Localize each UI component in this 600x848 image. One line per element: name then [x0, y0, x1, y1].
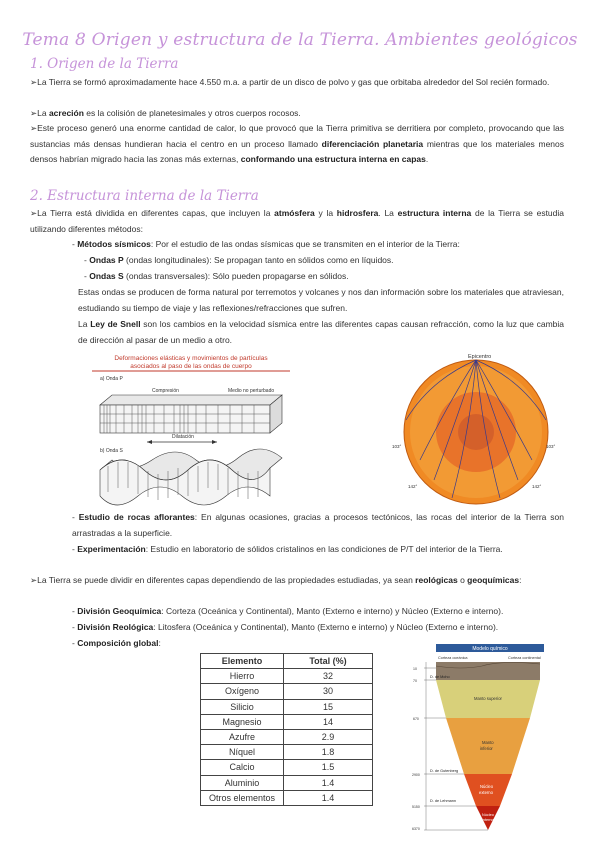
label-corteza-continental: Corteza continental — [508, 656, 541, 660]
table-row: Oxígeno 30 — [201, 684, 373, 699]
angle-label: 142° — [532, 484, 542, 489]
table-row: Aluminio 1.4 — [201, 775, 373, 790]
method-rocas: - Estudio de rocas aflorantes: En algunas ocasiones, gracias a procesos tectónicos, las rocas del interior de la Tierra son arrastradas a la superficie. — [72, 512, 564, 538]
label-manto-superior: Manto superior — [474, 696, 502, 701]
sec2-paragraph-1: ➢La Tierra está dividida en diferentes capas, que incluyen la atmósfera y la hidrosfera. La estructura interna de la Tierra se estudia utilizando diferentes métodos: — [30, 208, 564, 234]
section-2-heading: 2. Estructura interna de la Tierra — [30, 188, 259, 204]
composition-table — [200, 653, 373, 806]
label-moho: D. de Moho — [430, 675, 450, 679]
arrow-icon: ➢ — [30, 108, 38, 118]
label-corteza-oceanica: Corteza oceánica — [438, 656, 468, 660]
ondas-s: - Ondas S (ondas transversales): Sólo pueden propagarse en sólidos. — [84, 271, 349, 281]
label-compresion: Compresión — [152, 388, 179, 394]
label-medio: Medio no perturbado — [228, 388, 275, 394]
arrow-icon: ➢ — [30, 575, 38, 585]
label-manto-inferior-1: Manto — [482, 740, 494, 745]
label-lehmann: D. de Lehmann — [430, 799, 456, 803]
sec2-paragraph-2: ➢La Tierra se puede dividir en diferentes capas dependiendo de las propiedades estudiadas, ya sean reológicas o geoquímicas: — [30, 575, 522, 585]
earth-cross-section-figure — [412, 644, 544, 832]
sec1-paragraph-1: ➢La Tierra se formó aproximadamente hace 4.550 m.a. a partir de un disco de polvo y gas que orbitaba alrededor del Sol recién formado. — [30, 77, 550, 87]
table-row: Azufre 2.9 — [201, 729, 373, 744]
method-experimentacion: - Experimentación: Estudio en laboratorio de sólidos cristalinos en las condiciones de P/T del interior de la Tierra. — [72, 544, 503, 554]
table-row: Magnesio 14 — [201, 714, 373, 729]
table-header: Total (%) — [284, 654, 373, 669]
table-row: Otros elementos 1.4 — [201, 790, 373, 805]
label-gutenberg: D. de Gutenberg — [430, 769, 459, 773]
label-nucleo-interno-1: Núcleo — [482, 813, 494, 817]
table-header-row — [201, 654, 373, 669]
table-row: Calcio 1.5 — [201, 760, 373, 775]
label-dilatacion: Dilatación — [172, 434, 194, 440]
arrow-icon: ➢ — [30, 208, 38, 218]
division-reologica: - División Reológica: Litosfera (Oceánica y Continental), Manto (Externo e interno) y Núcleo (Externo e interno). — [72, 622, 499, 632]
section-1-heading: 1. Origen de la Tierra — [30, 56, 179, 72]
model-title: Modelo químico — [472, 646, 508, 652]
angle-label: 103° — [546, 444, 556, 449]
arrow-icon: ➢ — [30, 123, 38, 133]
ondas-paragraph: Estas ondas se producen de forma natural por terremotos y volcanes y nos dan información sobre los materiales que atraviesan, estudiando su tiempo de viaje y las reflexiones/refracciones que sufren. — [78, 287, 564, 313]
table-row: Níquel 1.8 — [201, 745, 373, 760]
waves-title-2: asociados al paso de las ondas de cuerpo — [130, 363, 252, 370]
page-title: Tema 8 Origen y estructura de la Tierra. Ambientes geológicos — [22, 30, 578, 50]
earth-ray-figure — [390, 350, 562, 506]
label-manto-inferior-2: inferior — [480, 746, 493, 751]
division-geoquimica: - División Geoquímica: Corteza (Oceánica y Continental), Manto (Externo e interno) y Núcleo (Externo e interno). — [72, 606, 504, 616]
depth-label: 70 — [413, 679, 417, 683]
label-epicentro: Epicentro — [468, 354, 492, 360]
angle-label: 103° — [392, 444, 402, 449]
label-onda-p: a) Onda P — [100, 376, 123, 382]
angle-label: 142° — [408, 484, 418, 489]
ondas-p: - Ondas P (ondas longitudinales): Se propagan tanto en sólidos como en líquidos. — [84, 255, 394, 265]
label-nucleo-externo-1: Núcleo — [480, 784, 494, 789]
p-wave-block — [100, 395, 282, 433]
label-onda-s: b) Onda S — [100, 448, 123, 454]
depth-label: 2900 — [412, 773, 420, 777]
depth-label: 5150 — [412, 805, 420, 809]
label-nucleo-externo-2: externo — [479, 790, 493, 795]
depth-label: 10 — [413, 667, 417, 671]
waves-title-1: Deformaciones elásticas y movimientos de partículas — [114, 355, 268, 362]
seismic-waves-figure — [92, 350, 290, 508]
composicion-global: - Composición global: — [72, 638, 161, 648]
depth-label: 6370 — [412, 827, 420, 831]
table-row: Hierro 32 — [201, 669, 373, 684]
label-nucleo-interno-2: interno — [482, 818, 494, 822]
sec1-paragraph-2: ➢La acreción es la colisión de planetesimales y otros cuerpos rocosos. — [30, 108, 301, 118]
sec1-paragraph-3: ➢Este proceso generó una enorme cantidad de calor, lo que provocó que la Tierra primitiva se derritiera por completo, provocando que las sustancias más densas hundieran hacia el centro en un proceso llamado diferenciación planetaria mientras que los materiales menos densos habrían migrado hacia las zonas más externas, conformando una estructura interna en capas. — [30, 123, 565, 164]
table-row: Silicio 15 — [201, 699, 373, 714]
depth-label: 670 — [413, 717, 419, 721]
snell-paragraph: La Ley de Snell son los cambios en la velocidad sísmica entre las diferentes capas causan refracción, como la luz que cambia de dirección al pasar de un medio a otro. — [78, 319, 564, 345]
table-header: Elemento — [201, 654, 284, 669]
arrow-icon: ➢ — [30, 77, 38, 87]
method-seismic: - Métodos sísmicos: Por el estudio de las ondas sísmicas que se transmiten en el interior de la Tierra: — [72, 239, 460, 249]
